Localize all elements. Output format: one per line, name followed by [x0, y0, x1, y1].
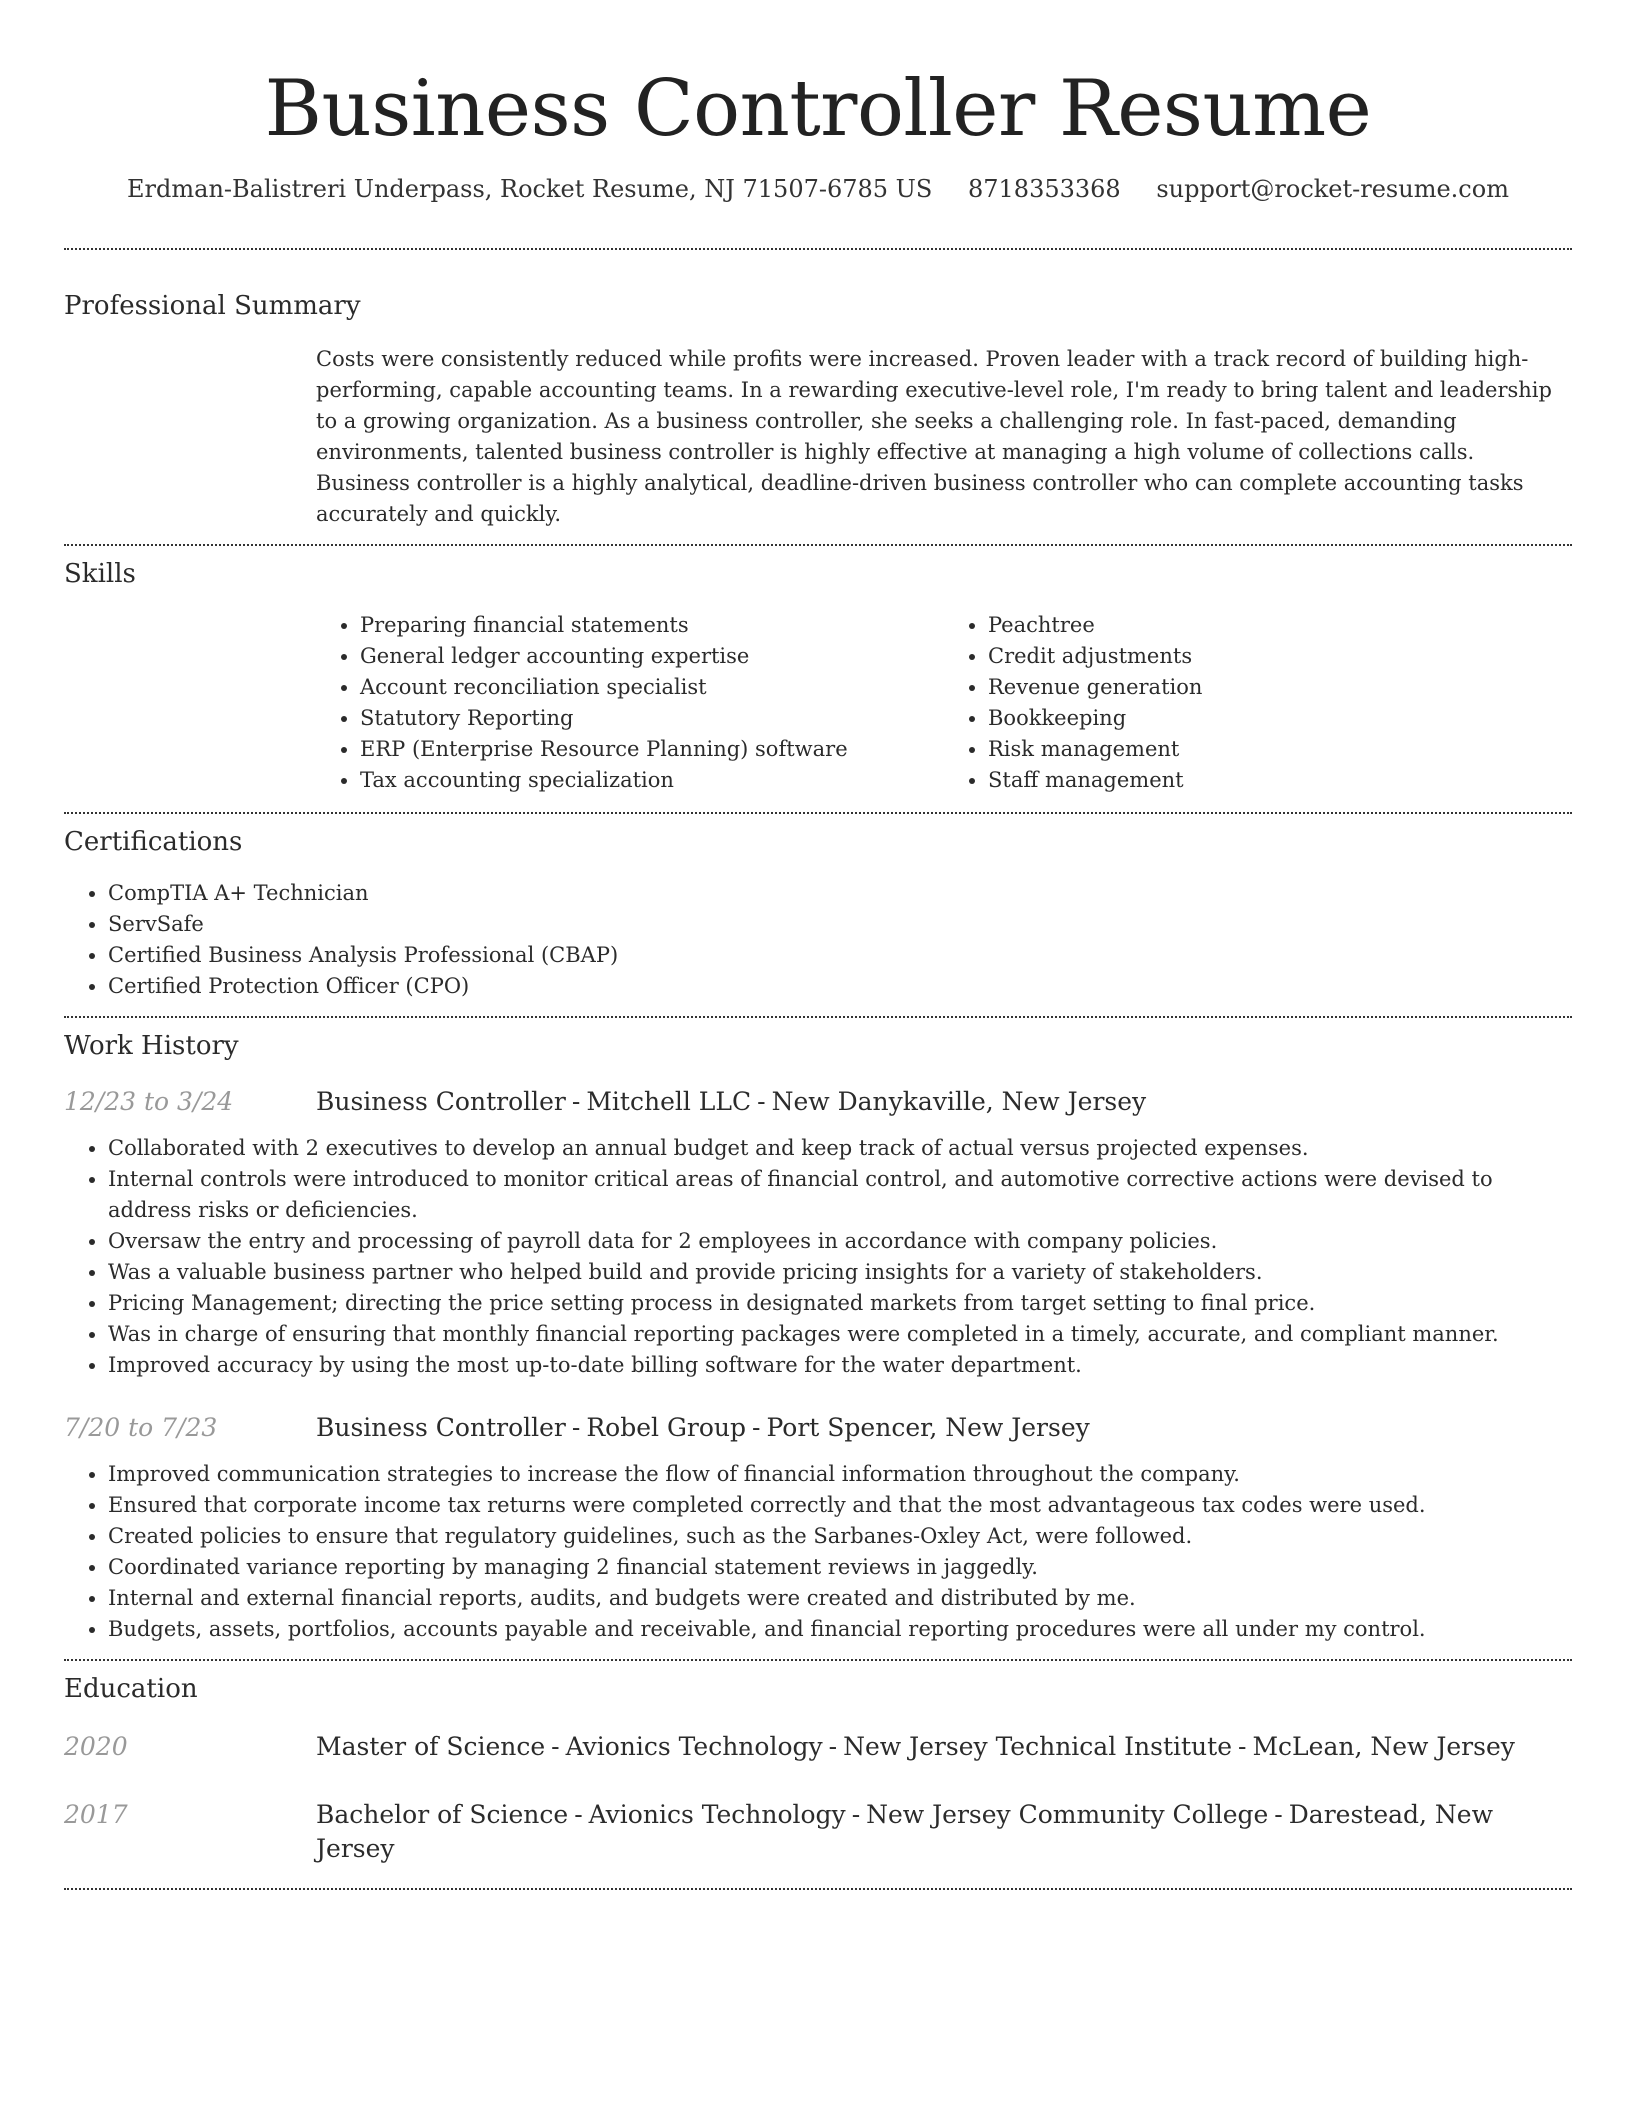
- divider: [64, 1659, 1572, 1661]
- summary-text: Costs were consistently reduced while profits were increased. Proven leader with a track record of building high-performing, capable accounting teams. In a rewarding executive-level role, I'm ready to bring talent and leadership to a growing organization. As a business controller, she seeks a challenging role. In fast-paced, demanding environments, talented business controller is highly effective at managing a high volume of collections calls. Business controller is a highly analytical, deadline-driven business controller who can complete accounting tasks accurately and quickly.: [316, 347, 1552, 526]
- education-entry: [64, 1730, 1572, 1764]
- list-item: • Pricing Management; directing the price setting process in designated markets from target setting to final price.: [108, 1288, 1572, 1319]
- section-title-work: Work History: [64, 1031, 239, 1061]
- list-item: • Revenue generation: [988, 672, 1572, 703]
- certifications-list: [64, 878, 1572, 1002]
- list-item: • Budgets, assets, portfolios, accounts payable and receivable, and financial reporting procedures were all under my control.: [108, 1614, 1572, 1645]
- list-item: • Was in charge of ensuring that monthly financial reporting packages were completed in a timely, accurate, and compliant manner.: [108, 1319, 1572, 1350]
- job-location: Port Spencer, New Jersey: [766, 1413, 1090, 1442]
- contact-address: Erdman-Balistreri Underpass, Rocket Resume, NJ 71507-6785 US: [127, 175, 933, 203]
- list-item: • Account reconciliation specialist: [360, 672, 944, 703]
- list-item: • General ledger accounting expertise: [360, 641, 944, 672]
- job-date: 12/23 to 3/24: [64, 1087, 234, 1116]
- education-degree: Master of Science: [316, 1732, 546, 1761]
- list-item: • Internal and external financial reports, audits, and budgets were created and distributed by me.: [108, 1583, 1572, 1614]
- skills-columns: [316, 610, 1572, 796]
- job-date: 7/20 to 7/23: [64, 1413, 218, 1442]
- list-item: • Oversaw the entry and processing of payroll data for 2 employees in accordance with company policies.: [108, 1226, 1572, 1257]
- list-item: • Statutory Reporting: [360, 703, 944, 734]
- list-item: • Improved communication strategies to increase the flow of financial information throughout the company.: [108, 1459, 1572, 1490]
- list-item: • Internal controls were introduced to monitor critical areas of financial control, and automotive corrective actions were devised to address risks or deficiencies.: [108, 1164, 1572, 1226]
- education-year: 2020: [64, 1732, 128, 1761]
- divider: [64, 544, 1572, 546]
- divider: [64, 1888, 1572, 1890]
- education-field: Avionics Technology: [565, 1732, 823, 1761]
- list-item: • Certified Business Analysis Professional (CBAP): [108, 940, 1572, 971]
- work-section: [64, 1029, 1572, 1645]
- job-company: Mitchell LLC: [586, 1087, 752, 1116]
- list-item: • Tax accounting specialization: [360, 765, 944, 796]
- certifications-section: [64, 825, 1572, 1002]
- education-location: Darestead, New Jersey: [316, 1800, 1493, 1863]
- list-item: • ServSafe: [108, 909, 1572, 940]
- list-item: • Peachtree: [988, 610, 1572, 641]
- list-item: • ERP (Enterprise Resource Planning) software: [360, 734, 944, 765]
- job-company: Robel Group: [586, 1413, 747, 1442]
- contact-line: [64, 172, 1572, 206]
- education-heading: Bachelor of Science - Avionics Technology - New Jersey Community College - Darestead, New Jersey: [316, 1800, 1493, 1863]
- list-item: • Coordinated variance reporting by managing 2 financial statement reviews in jaggedly.: [108, 1552, 1572, 1583]
- list-item: • Created policies to ensure that regulatory guidelines, such as the Sarbanes-Oxley Act, were followed.: [108, 1521, 1572, 1552]
- education-heading: Master of Science - Avionics Technology - New Jersey Technical Institute - McLean, New Jersey: [316, 1732, 1515, 1761]
- education-year: 2017: [64, 1800, 128, 1829]
- list-item: • Credit adjustments: [988, 641, 1572, 672]
- skills-section: [64, 557, 1572, 796]
- education-section: [64, 1672, 1572, 1866]
- education-entry: [64, 1798, 1572, 1866]
- skills-list-right: [944, 610, 1572, 796]
- list-item: • Staff management: [988, 765, 1572, 796]
- divider: [64, 1016, 1572, 1018]
- job-heading: Business Controller - Mitchell LLC - New Danykaville, New Jersey: [316, 1087, 1147, 1116]
- education-school: New Jersey Community College: [866, 1800, 1269, 1829]
- skills-list-left: [316, 610, 944, 796]
- education-field: Avionics Technology: [588, 1800, 846, 1829]
- job-bullets: [64, 1133, 1572, 1381]
- job-bullets: [64, 1459, 1572, 1645]
- list-item: • CompTIA A+ Technician: [108, 878, 1572, 909]
- education-location: McLean, New Jersey: [1252, 1732, 1515, 1761]
- section-title-certifications: Certifications: [64, 827, 243, 857]
- contact-phone: 8718353368: [967, 175, 1121, 203]
- job-location: New Danykaville, New Jersey: [771, 1087, 1147, 1116]
- section-title-skills: Skills: [64, 559, 136, 589]
- list-item: • Ensured that corporate income tax returns were completed correctly and that the most advantageous tax codes were used.: [108, 1490, 1572, 1521]
- list-item: • Was a valuable business partner who helped build and provide pricing insights for a variety of stakeholders.: [108, 1257, 1572, 1288]
- list-item: • Bookkeeping: [988, 703, 1572, 734]
- divider: [64, 812, 1572, 814]
- summary-section: [64, 289, 1572, 530]
- list-item: • Collaborated with 2 executives to develop an annual budget and keep track of actual versus projected expenses.: [108, 1133, 1572, 1164]
- job-entry: [64, 1085, 1572, 1381]
- job-header-row: [64, 1085, 1572, 1119]
- contact-email[interactable]: support@rocket-resume.com: [1156, 175, 1509, 203]
- job-entry: [64, 1411, 1572, 1645]
- list-item: • Improved accuracy by using the most up-to-date billing software for the water department.: [108, 1350, 1572, 1381]
- list-item: • Preparing financial statements: [360, 610, 944, 641]
- resume-title: Business Controller Resume: [264, 64, 1372, 154]
- education-degree: Bachelor of Science: [316, 1800, 569, 1829]
- education-school: New Jersey Technical Institute: [843, 1732, 1232, 1761]
- section-title-education: Education: [64, 1674, 198, 1704]
- job-role: Business Controller: [316, 1087, 566, 1116]
- job-heading: Business Controller - Robel Group - Port Spencer, New Jersey: [316, 1413, 1090, 1442]
- section-title-summary: Professional Summary: [64, 291, 361, 321]
- list-item: • Certified Protection Officer (CPO): [108, 971, 1572, 1002]
- divider: [64, 248, 1572, 250]
- job-header-row: [64, 1411, 1572, 1445]
- resume-page: [64, 0, 1572, 1890]
- list-item: • Risk management: [988, 734, 1572, 765]
- job-role: Business Controller: [316, 1413, 566, 1442]
